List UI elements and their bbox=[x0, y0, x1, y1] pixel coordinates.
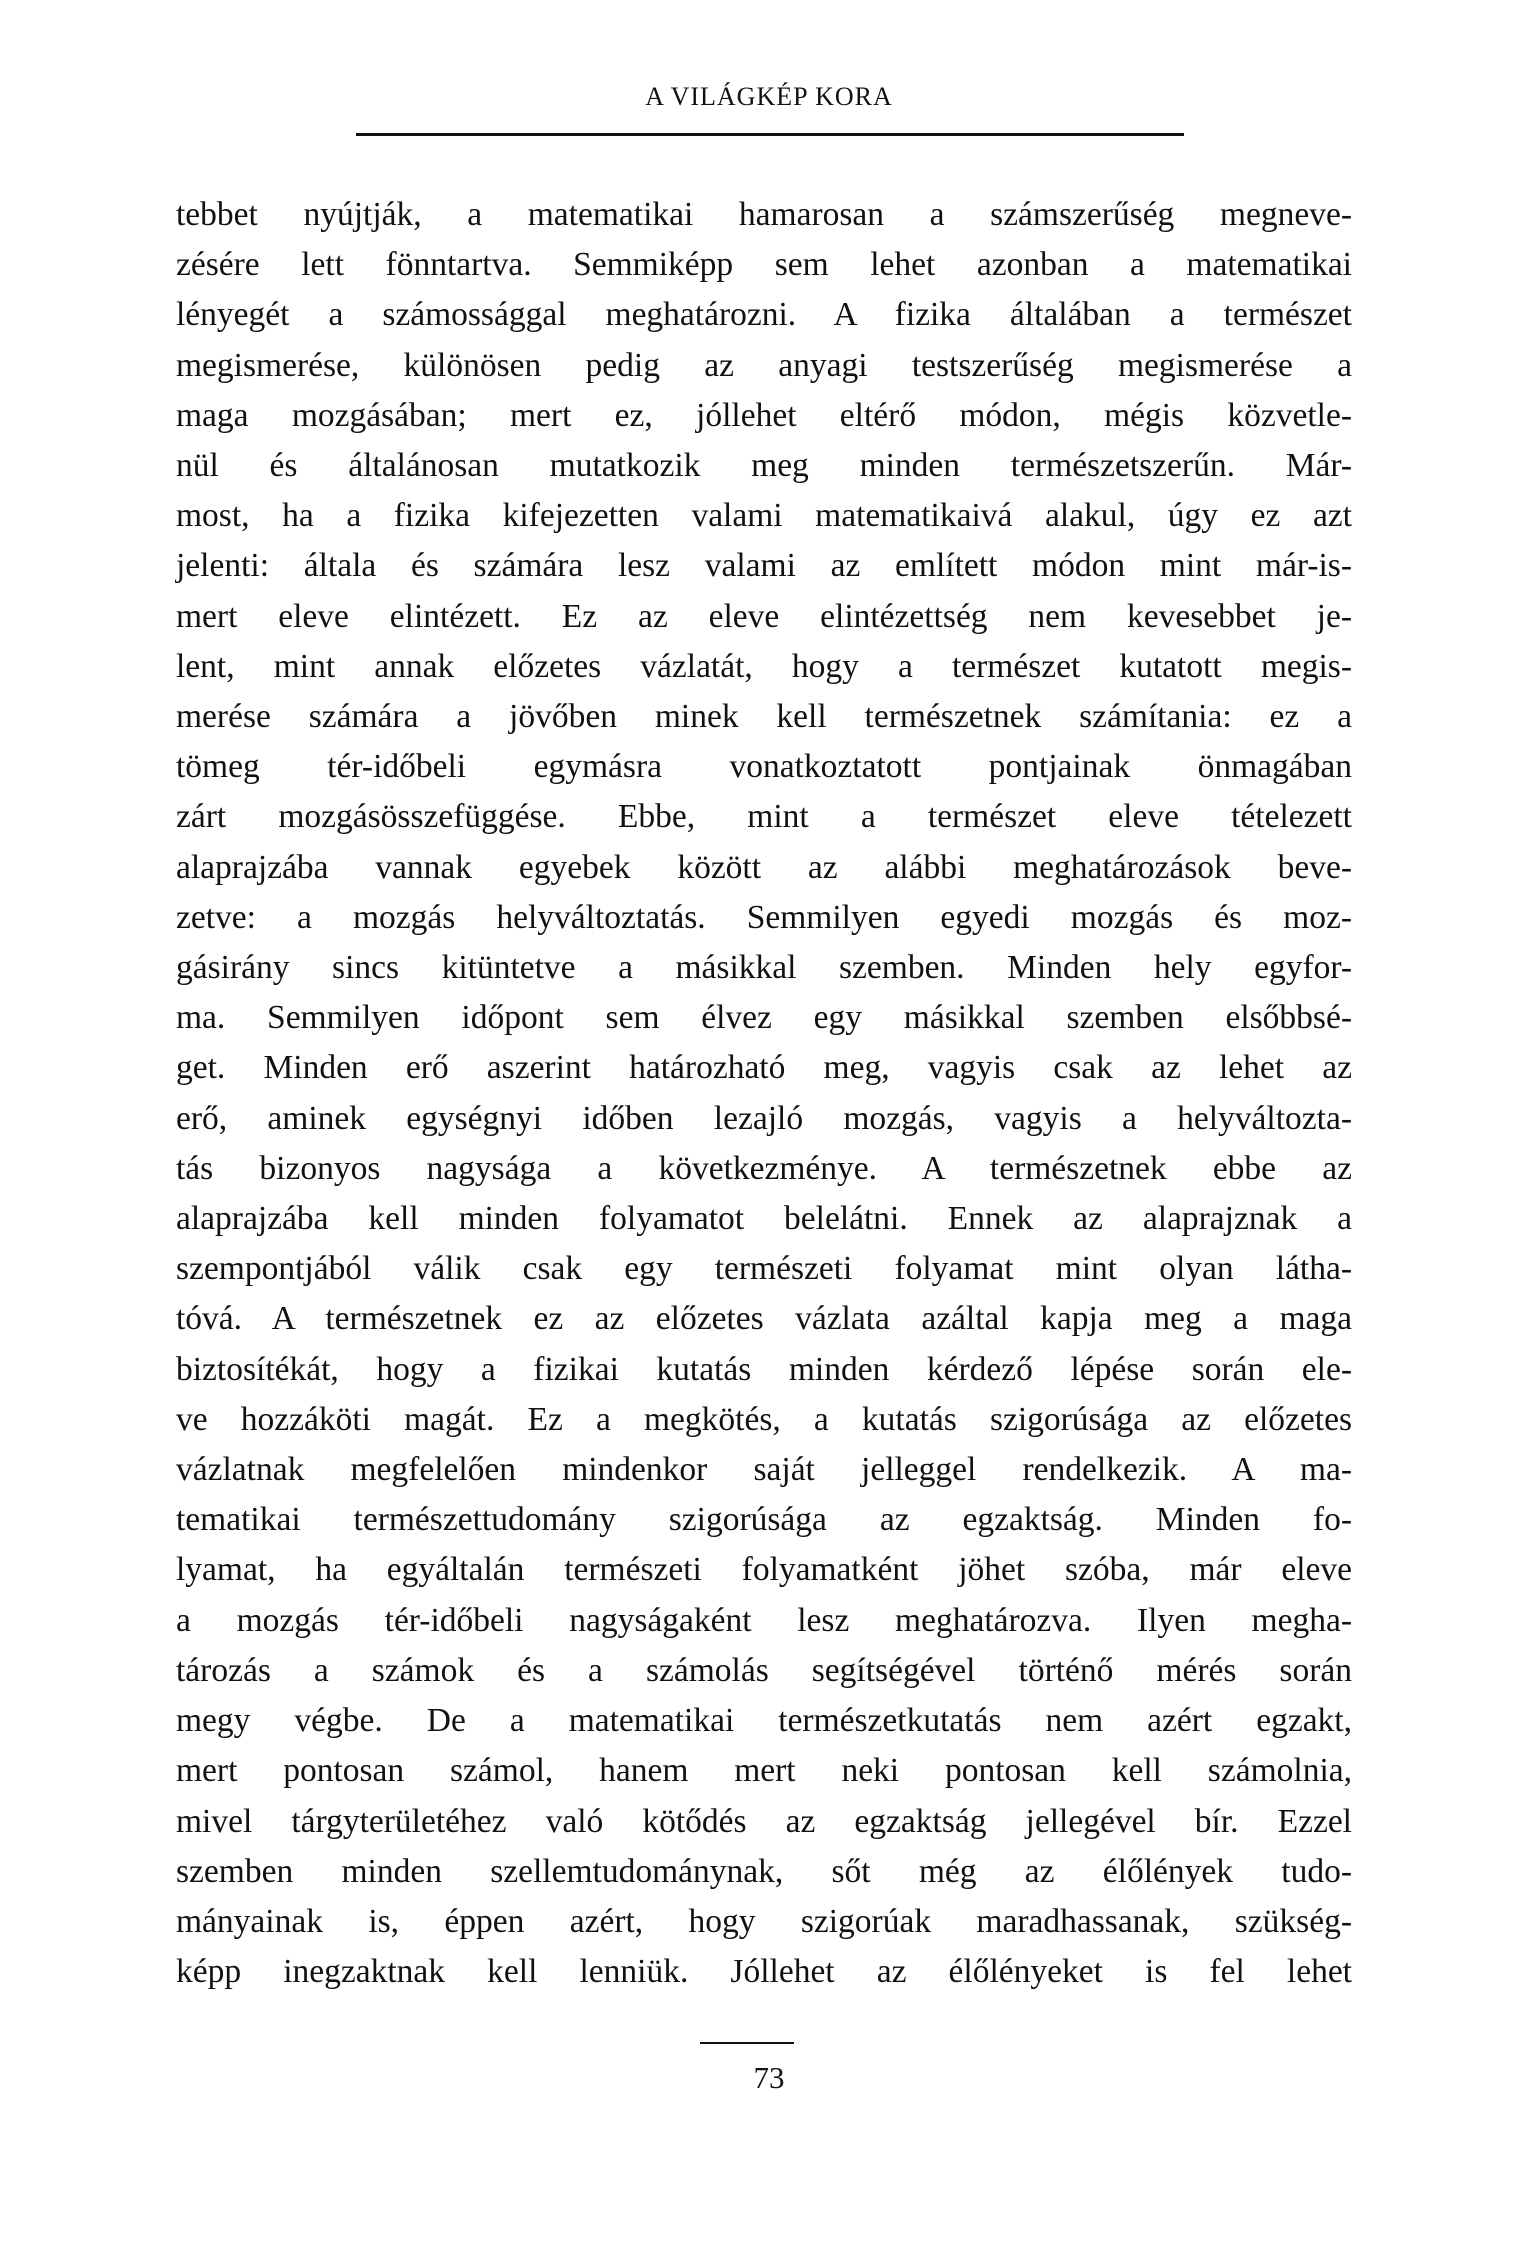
text-line: jelenti: általa és számára lesz valami az említett módon mint már-is- bbox=[176, 547, 1352, 585]
text-line: mert pontosan számol, hanem mert neki pontosan kell számolnia, bbox=[176, 1752, 1352, 1790]
text-line: maga mozgásában; mert ez, jóllehet eltérő módon, mégis közvetle- bbox=[176, 396, 1352, 434]
text-line: mányainak is, éppen azért, hogy szigorúak maradhassanak, szükség- bbox=[176, 1902, 1352, 1940]
text-line: megy végbe. De a matematikai természetkutatás nem azért egzakt, bbox=[176, 1702, 1352, 1740]
text-line: get. Minden erő aszerint határozható meg, vagyis csak az lehet az bbox=[176, 1049, 1352, 1087]
text-line: alaprajzába vannak egyebek között az alábbi meghatározások beve- bbox=[176, 848, 1352, 886]
text-line: tóvá. A természetnek ez az előzetes vázlata azáltal kapja meg a maga bbox=[176, 1300, 1352, 1338]
text-line: ma. Semmilyen időpont sem élvez egy másikkal szemben elsőbbsé- bbox=[176, 999, 1352, 1037]
text-line: biztosítékát, hogy a fizikai kutatás minden kérdező lépése során ele- bbox=[176, 1350, 1352, 1388]
text-line: most, ha a fizika kifejezetten valami matematikaivá alakul, úgy ez azt bbox=[176, 497, 1352, 535]
text-line: a mozgás tér-időbeli nagyságaként lesz meghatározva. Ilyen megha- bbox=[176, 1601, 1352, 1639]
text-line: szemben minden szellemtudománynak, sőt még az élőlények tudo- bbox=[176, 1852, 1352, 1890]
text-line: mert eleve elintézett. Ez az eleve elintézettség nem kevesebbet je- bbox=[176, 597, 1352, 635]
text-line: gásirány sincs kitüntetve a másikkal szemben. Minden hely egyfor- bbox=[176, 949, 1352, 987]
text-line: vázlatnak megfelelően mindenkor saját jelleggel rendelkezik. A ma- bbox=[176, 1451, 1352, 1489]
text-line: tematikai természettudomány szigorúsága az egzaktság. Minden fo- bbox=[176, 1501, 1352, 1539]
footer-rule bbox=[700, 2042, 794, 2044]
body-text bbox=[176, 190, 1352, 1997]
text-line: lent, mint annak előzetes vázlatát, hogy a természet kutatott megis- bbox=[176, 647, 1352, 685]
running-head: A VILÁGKÉP KORA bbox=[645, 82, 893, 111]
text-line: lényegét a számossággal meghatározni. A fizika általában a természet bbox=[176, 296, 1352, 334]
page-number: 73 bbox=[753, 2060, 785, 2095]
text-line: nül és általánosan mutatkozik meg minden természetszerűn. Már- bbox=[176, 447, 1352, 485]
text-line: merése számára a jövőben minek kell természetnek számítania: ez a bbox=[176, 698, 1352, 736]
text-line: tározás a számok és a számolás segítségével történő mérés során bbox=[176, 1651, 1352, 1689]
text-line: képp inegzaktnak kell lenniük. Jóllehet az élőlényeket is fel lehet bbox=[176, 1953, 1352, 1991]
text-line: szempontjából válik csak egy természeti folyamat mint olyan látha- bbox=[176, 1250, 1352, 1288]
text-line: alaprajzába kell minden folyamatot belelátni. Ennek az alaprajznak a bbox=[176, 1200, 1352, 1238]
text-line: megismerése, különösen pedig az anyagi testszerűség megismerése a bbox=[176, 346, 1352, 384]
header-rule bbox=[356, 133, 1184, 136]
text-line: tás bizonyos nagysága a következménye. A természetnek ebbe az bbox=[176, 1149, 1352, 1187]
text-line: erő, aminek egységnyi időben lezajló mozgás, vagyis a helyváltozta- bbox=[176, 1099, 1352, 1137]
text-line: zetve: a mozgás helyváltoztatás. Semmilyen egyedi mozgás és moz- bbox=[176, 898, 1352, 936]
text-line: tebbet nyújtják, a matematikai hamarosan a számszerűség megneve- bbox=[176, 196, 1352, 233]
text-line: zésére lett fönntartva. Semmiképp sem lehet azonban a matematikai bbox=[176, 246, 1352, 284]
text-line: zárt mozgásösszefüggése. Ebbe, mint a természet eleve tételezett bbox=[176, 798, 1352, 836]
text-line: lyamat, ha egyáltalán természeti folyamatként jöhet szóba, már eleve bbox=[176, 1551, 1352, 1589]
text-line: tömeg tér-időbeli egymásra vonatkoztatott pontjainak önmagában bbox=[176, 748, 1352, 786]
text-line: mivel tárgyterületéhez való kötődés az egzaktság jellegével bír. Ezzel bbox=[176, 1802, 1352, 1840]
text-line: ve hozzáköti magát. Ez a megkötés, a kutatás szigorúsága az előzetes bbox=[176, 1400, 1352, 1438]
